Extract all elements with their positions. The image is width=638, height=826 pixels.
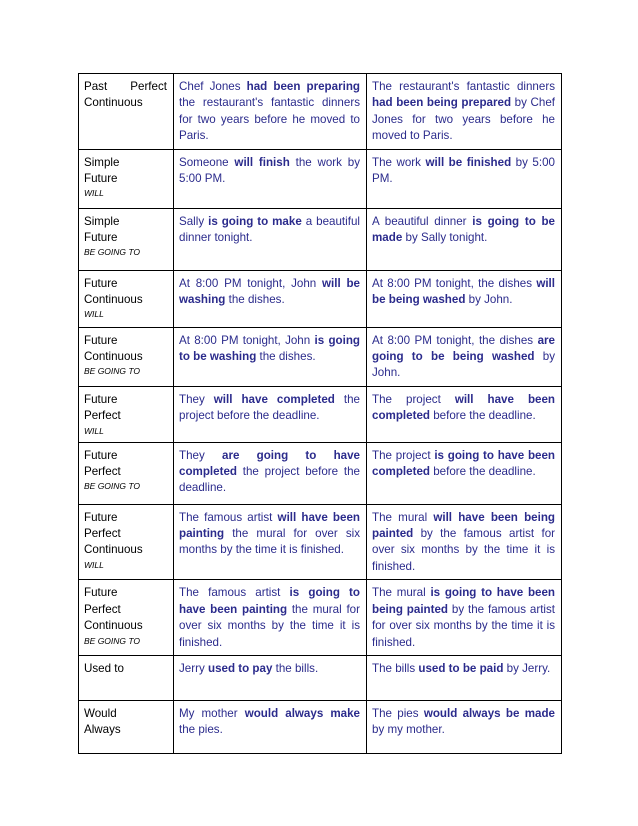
active-sentence-text: My mother [179,706,245,720]
tense-name-cell [79,442,174,504]
active-sentence-text: the project before the deadline. [179,392,360,423]
passive-example-cell [367,386,562,442]
passive-verb-phrase: are going to be being washed [372,333,555,364]
active-sentence-text: They [179,392,214,406]
passive-sentence-text: The project [372,448,435,462]
table-row [79,386,562,442]
passive-example-cell [367,208,562,270]
active-sentence-text: the restaurant's fantastic dinners for two years before he moved to Paris. [179,96,360,143]
passive-sentence-text: by the famous artist for over six months by the time it is finished. [372,527,555,573]
tense-name-line: Perfect [84,527,121,541]
passive-verb-phrase: used to be paid [418,661,504,675]
tense-name-cell [79,504,174,580]
active-verb-phrase: will have completed [213,392,335,406]
active-sentence-text: Jerry [179,661,208,675]
passive-example-cell [367,270,562,327]
active-example-cell [174,327,367,386]
tense-name-line: Continuous [84,543,143,557]
active-sentence-text: They [179,448,222,462]
passive-verb-phrase: is going to be made [372,214,555,245]
passive-example-cell [367,442,562,504]
tense-name-line: Future [84,172,118,186]
tense-name-line: Future [84,510,118,524]
active-sentence-text: the pies. [179,723,223,737]
tense-name-line: Simple [84,155,120,169]
active-verb-phrase: had been preparing [246,80,360,93]
passive-sentence-text: The work [372,155,426,169]
table-row [79,655,562,700]
tense-table-body [79,74,562,754]
passive-sentence-text: The pies [372,706,424,720]
passive-sentence-text: by Chef Jones for two years before he moved to Paris. [372,96,555,143]
active-example-cell [174,386,367,442]
passive-sentence-text: by 5:00 PM. [372,155,555,186]
active-sentence-text: the bills. [272,661,319,675]
active-sentence-text: the dishes. [225,293,285,307]
tense-name-line: Past Perfect [84,80,167,93]
passive-example-cell [367,74,562,150]
passive-sentence-text: by Sally tonight. [402,231,488,245]
passive-sentence-text: The project [372,392,455,406]
tense-form-label: BE GOING TO [84,481,141,492]
passive-sentence-text: by the famous artist for over six months by the time it is finished. [372,602,556,649]
passive-verb-phrase: will be being washed [372,276,555,307]
active-example-cell [174,208,367,270]
passive-sentence-text: A beautiful dinner [372,214,473,228]
table-row [79,74,562,150]
passive-verb-phrase: would always be made [423,706,555,720]
active-sentence-text: the project before the deadline. [179,465,360,495]
tense-name-cell [79,655,174,700]
active-verb-phrase: will be washing [179,276,360,307]
passive-sentence-text: The restaurant's fantastic dinners [372,80,555,93]
table-row [79,149,562,208]
table-row [79,270,562,327]
passive-verb-phrase: is going to have been completed [372,448,556,479]
tense-name-line: Continuous [84,619,143,633]
active-verb-phrase: will finish [234,155,290,169]
tense-form-label: WILL [84,559,104,570]
passive-verb-phrase: will be finished [425,155,512,169]
active-example-cell [174,655,367,700]
passive-sentence-text: At 8:00 PM tonight, the dishes [372,333,538,347]
passive-sentence-text: The mural [372,510,434,524]
tense-name-line: Future [84,276,118,290]
passive-example-cell [367,327,562,386]
passive-sentence-text: before the deadline. [429,465,536,479]
active-sentence-text: the dishes. [256,350,316,364]
tense-form-label: BE GOING TO [84,366,141,377]
tense-name-line: Future [84,231,118,245]
table-row [79,208,562,270]
passive-sentence-text: by John. [372,350,555,380]
active-example-cell [174,700,367,753]
tense-name-line: Continuous [84,350,143,364]
active-verb-phrase: is going to be washing [179,333,360,364]
passive-sentence-text: At 8:00 PM tonight, the dishes [372,276,537,290]
active-example-cell [174,442,367,504]
passive-verb-phrase: had been being prepared [372,96,512,110]
passive-sentence-text: before the deadline. [429,409,536,423]
tense-name-line: Always [84,723,121,737]
active-sentence-text: At 8:00 PM tonight, John [179,333,315,347]
passive-example-cell [367,700,562,753]
tense-name-cell [79,270,174,327]
passive-verb-phrase: will have been completed [372,392,556,423]
active-sentence-text: Chef Jones [179,80,247,93]
tense-form-label: WILL [84,309,104,320]
table-row [79,504,562,580]
active-sentence-text: the mural for over six months by the time it is finished. [179,602,360,649]
active-verb-phrase: used to pay [207,661,273,675]
active-example-cell [174,580,367,656]
tense-name-line: Simple [84,214,120,228]
active-sentence-text: At 8:00 PM tonight, John [179,276,322,290]
active-example-cell [174,270,367,327]
passive-sentence-text: The bills [372,661,419,675]
passive-sentence-text: by John. [465,293,513,307]
tense-name-cell [79,208,174,270]
tense-name-line: Perfect [84,602,121,616]
active-sentence-text: the work by 5:00 PM. [179,155,360,186]
tense-form-label: BE GOING TO [84,635,141,646]
active-sentence-text: Someone [179,155,235,169]
tense-name-line: Future [84,333,118,347]
tense-name-cell [79,327,174,386]
table-row [79,700,562,753]
table-row [79,327,562,386]
tense-name-cell [79,580,174,656]
tense-name-cell [79,386,174,442]
passive-example-cell [367,149,562,208]
tense-name-line: Future [84,586,118,600]
passive-example-cell [367,504,562,580]
passive-verb-phrase: is going to have been being painted [372,586,555,616]
tense-form-label: WILL [84,188,104,199]
table-row [79,580,562,656]
tense-name-cell [79,74,174,150]
passive-sentence-text: by my mother. [372,723,445,737]
active-verb-phrase: will have been painting [179,510,360,541]
passive-example-cell [367,655,562,700]
tense-form-label: WILL [84,425,104,436]
active-verb-phrase: is going to make [208,214,302,228]
active-verb-phrase: would always make [244,706,360,720]
tense-name-line: Used to [84,661,124,675]
tense-form-label: BE GOING TO [84,247,141,258]
active-sentence-text: The famous artist [179,586,290,600]
active-sentence-text: Sally [179,214,209,228]
tense-name-line: Perfect [84,465,121,479]
tense-name-line: Future [84,392,118,406]
active-example-cell [174,74,367,150]
passive-verb-phrase: will have been being painted [372,510,555,541]
tense-name-line: Future [84,448,118,462]
passive-sentence-text: The mural [372,586,431,600]
tense-name-line: Perfect [84,409,121,423]
tense-table [78,73,562,754]
passive-sentence-text: by Jerry. [503,661,551,675]
active-sentence-text: the mural for over six months by the time it is finished. [179,527,360,557]
active-verb-phrase: are going to have completed [179,448,360,479]
tense-name-cell [79,700,174,753]
active-verb-phrase: is going to have been painting [179,586,360,616]
tense-name-line: Continuous [84,96,143,110]
active-sentence-text: The famous artist [179,510,278,524]
table-row [79,442,562,504]
tense-name-cell [79,149,174,208]
active-example-cell [174,149,367,208]
tense-name-line: Continuous [84,293,143,307]
active-example-cell [174,504,367,580]
passive-example-cell [367,580,562,656]
tense-name-line: Would [84,706,117,720]
active-sentence-text: a beautiful dinner tonight. [179,214,360,245]
